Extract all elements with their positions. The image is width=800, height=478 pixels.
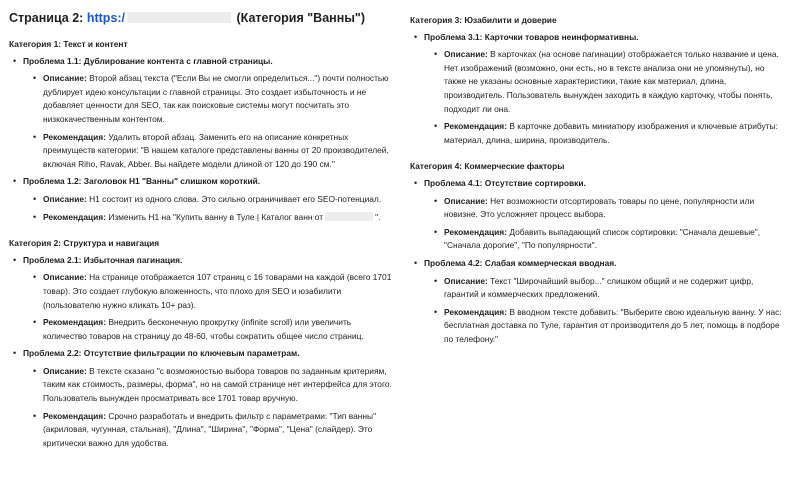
problem-list xyxy=(410,31,788,148)
problem-recommendation xyxy=(29,410,397,451)
problem-title: Проблема 1.2: Заголовок H1 "Ванны" слишком короткий. xyxy=(23,176,261,187)
detail-text: H1 состоит из одного слова. Это сильно ограничивает его SEO-потенциал. xyxy=(89,193,382,204)
problem-description xyxy=(29,72,397,126)
problem-title: Проблема 2.1: Избыточная пагинация. xyxy=(23,254,183,265)
detail-label: Рекомендация: xyxy=(43,410,106,421)
problem-details xyxy=(29,365,397,451)
left-column xyxy=(9,0,397,454)
problem-description xyxy=(430,48,788,116)
detail-text: Второй абзац текста ("Если Вы не смогли определиться...") почти полностью дублирует идею консультации с главной страницы. Это создает избыточность и не добавляет ценности для SEO, так как поисковые системы могут посчитать это низкокачественным контентом. xyxy=(43,73,389,124)
problem-recommendation xyxy=(29,211,397,225)
page-title xyxy=(9,10,397,26)
detail-label: Описание: xyxy=(444,195,488,206)
problem-details xyxy=(29,271,397,343)
problem-title: Проблема 3.1: Карточки товаров неинформативны. xyxy=(424,31,639,42)
problem-recommendation xyxy=(430,120,788,147)
detail-text: Текст "Широчайший выбор..." слишком общий и не содержит цифр, гарантий и коммерческих предложений. xyxy=(444,275,754,300)
problem-description xyxy=(29,271,397,312)
page-title-prefix: Страница 2: xyxy=(9,11,84,25)
problem-details xyxy=(29,193,397,224)
detail-label: Рекомендация: xyxy=(43,131,106,142)
problem-item xyxy=(9,175,397,224)
detail-label: Рекомендация: xyxy=(444,306,507,317)
detail-label: Описание: xyxy=(43,365,87,376)
problem-list xyxy=(410,177,788,347)
category-heading: Категория 4: Коммерческие факторы xyxy=(410,161,565,172)
category-heading: Категория 2: Структура и навигация xyxy=(9,238,160,249)
detail-text: Внедрить бесконечную прокрутку (infinite scroll) или увеличить количество товаров на страницу до 48-60, чтобы сократить общее число страниц. xyxy=(43,317,364,341)
redacted-text xyxy=(325,212,373,221)
detail-text: Нет возможности отсортировать товары по цене, популярности или новизне. Это усложняет процесс выбора. xyxy=(444,195,755,220)
problem-recommendation xyxy=(29,316,397,343)
detail-label: Описание: xyxy=(43,193,87,204)
problem-title: Проблема 1.1: Дублирование контента с главной страницы. xyxy=(23,55,273,66)
problem-details xyxy=(29,72,397,171)
category-heading: Категория 3: Юзабилити и доверие xyxy=(410,15,557,25)
right-column xyxy=(410,0,788,350)
problem-description xyxy=(430,195,788,222)
problem-list xyxy=(9,254,397,451)
detail-label: Описание: xyxy=(444,49,488,60)
detail-label: Описание: xyxy=(43,272,87,283)
spacer xyxy=(410,151,788,160)
spacer xyxy=(9,228,397,237)
detail-text: В карточке добавить миниатюру изображения и ключевые атрибуты: материал, длина, ширина, производитель. xyxy=(444,121,778,145)
detail-label: Рекомендация: xyxy=(43,211,106,222)
detail-label: Рекомендация: xyxy=(444,121,507,132)
problem-item xyxy=(9,254,397,344)
problem-item xyxy=(410,177,788,253)
detail-text: В вводном тексте добавить: "Выберите свою идеальную ванну. У нас: бесплатная доставка по Туле, гарантия от производителя до 5 лет, помощь в подборе по телефону." xyxy=(444,306,782,344)
problem-title: Проблема 4.2: Слабая коммерческая вводная. xyxy=(424,257,617,268)
problem-item xyxy=(410,257,788,347)
problem-details xyxy=(430,275,788,347)
problem-item xyxy=(9,347,397,450)
detail-text: Срочно разработать и внедрить фильтр с параметрами: "Тип ванны" (акриловая, чугунная, стальная), "Длина", "Ширина", "Форма", "Цена" (слайдер). Это критически важно для удобства. xyxy=(43,410,377,448)
problem-details xyxy=(430,195,788,253)
detail-text: Удалить второй абзац. Заменить его на описание конкретных преимуществ категории: "В нашем каталоге представлены ванны от 20 производителей, включая Riho, Ravak, Abber. Вы найдете модели длиной от 120 до 190 см." xyxy=(43,131,389,169)
detail-text: В карточках (на основе пагинации) отображается только название и цена. Нет изображений (возможно, они есть, но в тексте анализа они не упомянуты), но также не указаны основные характеристики, такие как материал, длина, производитель. Пользователь вынужден заходить в каждую карточку, чтобы понять, подходит ли она. xyxy=(444,49,779,114)
category-heading: Категория 1: Текст и контент xyxy=(9,39,128,49)
problem-description xyxy=(430,275,788,302)
page-title-suffix: (Категория "Ванны") xyxy=(236,11,366,25)
problem-title: Проблема 4.1: Отсутствие сортировки. xyxy=(424,177,586,188)
detail-text-tail: ". xyxy=(375,211,381,222)
problem-title: Проблема 2.2: Отсутствие фильтрации по ключевым параметрам. xyxy=(23,348,300,359)
detail-label: Рекомендация: xyxy=(444,226,507,237)
problem-recommendation xyxy=(29,131,397,172)
problem-list xyxy=(9,55,397,225)
problem-details xyxy=(430,48,788,147)
problem-item xyxy=(9,55,397,172)
detail-text: Добавить выпадающий список сортировки: "Сначала дешевые", "Сначала дорогие", "По популярности". xyxy=(444,226,761,251)
problem-description xyxy=(29,193,397,207)
problem-recommendation xyxy=(430,306,788,347)
detail-label: Описание: xyxy=(444,275,488,286)
detail-label: Описание: xyxy=(43,73,87,84)
detail-label: Рекомендация: xyxy=(43,317,106,328)
detail-text: На странице отображается 107 страниц с 16 товарами на каждой (всего 1701 товар). Это создает глубокую вложенность, что плохо для SEO и юзабилити (пользователю нужно кликать 10+ раз). xyxy=(43,272,392,310)
page-url-link[interactable]: https:/ xyxy=(86,11,126,25)
problem-description xyxy=(29,365,397,406)
detail-text: В тексте сказано "с возможностью выбора товаров по заданным критериям, таким как стоимость, размеры, форма", но на самой странице нет интерфейса для этого. Пользователь вынужден просматривать все 1701 товар вручную. xyxy=(43,365,392,404)
detail-text: Изменить H1 на "Купить ванну в Туле | Каталог ванн от xyxy=(108,211,324,222)
redacted-url xyxy=(127,12,231,23)
problem-recommendation xyxy=(430,226,788,253)
problem-item xyxy=(410,31,788,148)
